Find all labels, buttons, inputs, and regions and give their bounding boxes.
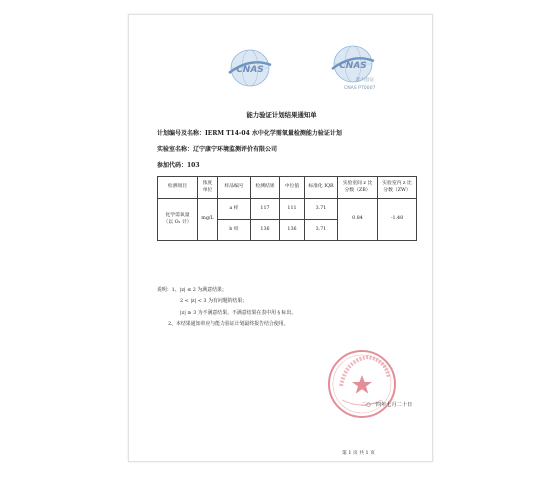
cnas-globe-icon [227, 47, 273, 89]
cell-result-a: 117 [251, 199, 280, 220]
seal-icon [326, 348, 398, 420]
official-seal [326, 348, 398, 420]
header-iqr: 标准化 IQR [305, 177, 338, 199]
header-median: 中位值 [280, 177, 305, 199]
cell-median-b: 136 [280, 220, 305, 241]
header-sample: 样品编号 [218, 177, 251, 199]
lab-line: 实验室名称：辽宁康宁环境监测评价有限公司 [157, 146, 278, 153]
page-number: 第 1 页 共 1 页 [342, 451, 375, 456]
results-table [157, 176, 417, 241]
document-page [128, 14, 433, 462]
note-line: 2 < |z| < 3 为有问题的结果； [180, 298, 248, 304]
plan-line: 计划编号及名称：IERM T14-04 水中化学需氧量检测能力验证计划 [157, 130, 342, 137]
sign-date: 二○一四年七月二十日 [361, 402, 413, 408]
cell-iqr-a: 3.71 [305, 199, 338, 220]
cell-median-a: 111 [280, 199, 305, 220]
header-zb: 实验室间 z 比 分数（ZB） [338, 177, 378, 199]
header-unit: 浓度 单位 [198, 177, 218, 199]
logo-caption-en: CNAS PT0007 [344, 86, 376, 91]
note-line: 2、本结果通知单应与能力验证计划最终报告结合使用。 [168, 321, 289, 327]
code-line: 参加代码：103 [157, 162, 200, 169]
table-row [158, 199, 417, 220]
note-line: |z| ≥ 3 为不满意结果。不满意结果在表中用 § 标出。 [180, 310, 297, 316]
header-zw: 实验室内 z 比 分数（ZW） [378, 177, 417, 199]
cell-iqr-b: 3.71 [305, 220, 338, 241]
cell-zw: -1.48 [378, 199, 417, 241]
cell-zb: 0.84 [338, 199, 378, 241]
header-result: 检测结果 [251, 177, 280, 199]
cell-item: 化学需氧量 （以 O₂ 计） [158, 199, 198, 241]
cnas-logo-left [227, 47, 273, 89]
header-item: 检测项目 [158, 177, 198, 199]
document-title: 能力验证计划结果通知单 [246, 111, 317, 119]
cell-unit: mg/L [198, 199, 218, 241]
svg-text:CNAS: CNAS [236, 65, 264, 75]
cell-sample-a: a 样 [218, 199, 251, 220]
cell-sample-b: b 样 [218, 220, 251, 241]
logo-caption-cn: 能力验证 [356, 78, 375, 83]
cell-result-b: 136 [251, 220, 280, 241]
note-line: 说明：1、|z| ≤ 2 为满意结果； [157, 287, 227, 293]
svg-text:CNAS: CNAS [339, 61, 367, 71]
table-header-row [158, 177, 417, 199]
